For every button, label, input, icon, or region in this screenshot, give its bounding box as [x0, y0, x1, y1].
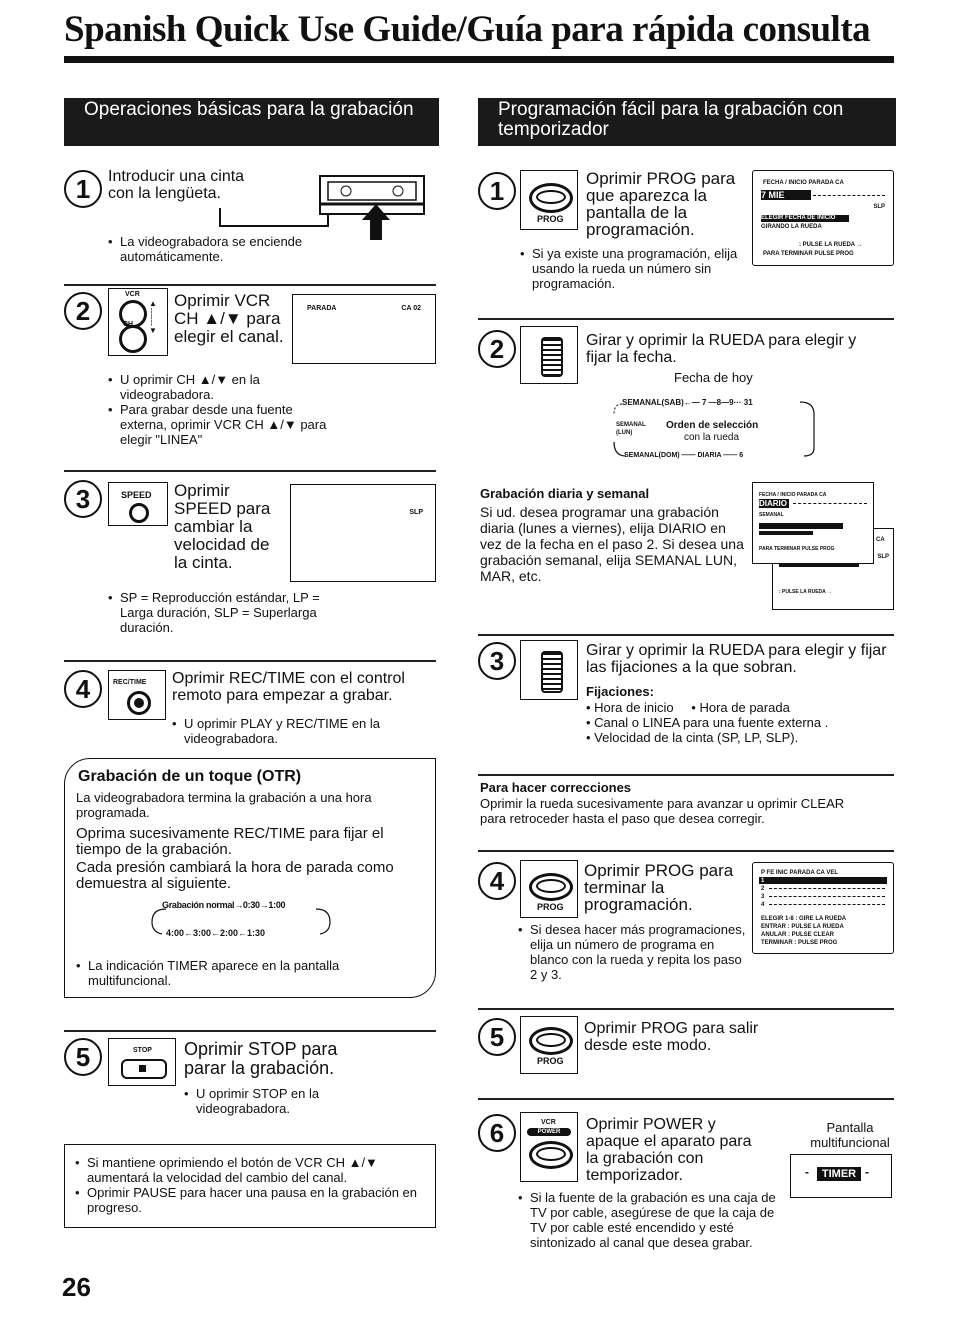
timer-indicator: TIMER [817, 1167, 861, 1181]
step-number: 5 [64, 1038, 102, 1076]
step-number: 6 [478, 1114, 516, 1152]
step-number: 4 [64, 670, 102, 708]
divider [478, 850, 894, 852]
bullet-item: • La videograbadora se enciende automáticamente. [108, 234, 318, 264]
step3-bullets [108, 590, 338, 635]
step-number: 3 [478, 642, 516, 680]
divider [478, 634, 894, 636]
pantalla-label: Pantalla multifuncional [810, 1120, 890, 1150]
step-number: 1 [478, 172, 516, 210]
step2-bullets [108, 372, 338, 447]
step4-text: Oprimir REC/TIME con el control remoto para empezar a grabar. [172, 670, 405, 704]
step5-bullets [184, 1086, 384, 1116]
fix-item: • Canal o LINEA para una fuente externa . [586, 715, 829, 730]
date-order-diagram: SEMANAL(SAB)←— 7 —8—9··· 31 SEMANAL (LUN) Orden de selección con la rueda SEMANAL(DOM) —— DIARIA —— 6 [610, 390, 830, 466]
otr-p3: Cada presión cambiará la hora de parada como demuestra al siguiente. [76, 859, 394, 892]
step-number: 2 [478, 330, 516, 368]
arrow-icon: ▲ ┆ ┆ ▼ [149, 299, 157, 335]
fix-item: • Velocidad de la cinta (SP, LP, SLP). [586, 730, 799, 745]
step-number: 4 [478, 862, 516, 900]
divider [478, 1098, 894, 1100]
step-number: 1 [64, 170, 102, 208]
bullet-item: • U oprimir STOP en la videograbadora. [184, 1086, 384, 1116]
bullet-item: • Para grabar desde una fuente externa, oprimir VCR CH ▲/▼ para elegir "LINEA" [108, 402, 338, 447]
bullet-item: • U oprimir CH ▲/▼ en la videograbadora. [108, 372, 338, 402]
step4-bullets [518, 922, 748, 982]
step1-bullets [108, 234, 318, 264]
corr-title: Para hacer correcciones [480, 780, 632, 795]
icon-label: CH [123, 321, 134, 328]
step1-text: Introducir una cinta con la lengüeta. [108, 168, 245, 202]
jog-wheel-icon [520, 640, 578, 700]
prog-button-icon: PROG [520, 170, 578, 230]
note-item: • Oprimir PAUSE para hacer una pausa en la grabación en progreso. [75, 1185, 425, 1215]
diaria-title: Grabación diaria y semanal [480, 486, 650, 501]
page-number: 26 [62, 1272, 91, 1302]
otr-p1: La videograbadora termina la grabación a una hora programada. [76, 790, 372, 820]
step6-bullets [518, 1190, 778, 1250]
divider [478, 318, 894, 320]
divider [64, 660, 436, 662]
display-screen: SLP [290, 484, 436, 582]
otr-cycle-diagram: Grabación normal→0:30→1:00 4:00←3:00←2:00←1:30 [148, 898, 338, 940]
note-item: • Si mantiene oprimiendo el botón de VCR CH ▲/▼ aumentará la velocidad del cambio del canal. [75, 1155, 425, 1185]
page-title: Spanish Quick Use Guide/Guía para rápida consulta [64, 9, 871, 50]
step3-text: Girar y oprimir la RUEDA para elegir y fijar las fijaciones a la que sobran. [586, 642, 887, 676]
divider [478, 1008, 894, 1010]
fecha-label: Fecha de hoy [674, 370, 753, 385]
fix-item: • Hora de inicio [586, 700, 674, 715]
step-number: 3 [64, 480, 102, 518]
notes-box [64, 1144, 436, 1228]
power-button-icon: VCR POWER [520, 1112, 578, 1182]
jog-wheel-icon [520, 326, 578, 384]
left-section-header: Operaciones básicas para la grabación [64, 98, 439, 146]
step1-text: Oprimir PROG para que aparezca la pantalla de la programación. [586, 169, 736, 239]
display-screen: FECHA / INICIO PARADA CA 7 MIE SLP ELEGIR FECHA DE INICIO GIRANDO LA RUEDA : PULSE LA RUEDA → PARA TERMINAR PULSE PROG [752, 170, 894, 266]
step-number: 5 [478, 1018, 516, 1056]
rec-time-button-icon: REC/TIME [108, 670, 166, 720]
right-section-header: Programación fácil para la grabación con temporizador [478, 98, 896, 146]
corr-text: Oprimir la rueda sucesivamente para avanzar u oprimir CLEAR para retroceder hasta el paso que desea corregir. [480, 796, 845, 826]
bullet-item: • U oprimir PLAY y REC/TIME en la videograbadora. [172, 716, 422, 746]
cassette-illustration [216, 168, 426, 244]
bullet-item: • Si ya existe una programación, elija usando la rueda un número sin programación. [520, 246, 750, 291]
bullet-item: • La indicación TIMER aparece en la pantalla multifuncional. [76, 958, 406, 988]
divider [64, 284, 436, 286]
step1-bullets [520, 246, 750, 291]
bullet-item: • Si desea hacer más programaciones, elija un número de programa en blanco con la rueda y repita los paso 2 y 3. [518, 922, 748, 982]
icon-label: VCR [125, 291, 140, 298]
step4-bullets [172, 716, 422, 746]
step6-text: Oprimir POWER y apaque el aparato para la grabación con temporizador. [586, 1116, 752, 1184]
step5-text: Oprimir STOP para parar la grabación. [184, 1039, 338, 1078]
prog-button-icon: PROG [520, 1016, 578, 1074]
divider [478, 774, 894, 776]
vcr-ch-button-icon [108, 288, 168, 356]
fix-title: Fijaciones: [586, 684, 654, 699]
bullet-item: • SP = Reproducción estándar, LP = Larga duración, SLP = Superlarga duración. [108, 590, 338, 635]
step-number: 2 [64, 292, 102, 330]
title-rule [64, 56, 894, 63]
step2-text: Girar y oprimir la RUEDA para elegir y fijar la fecha. [586, 332, 857, 366]
otr-title: Grabación de un toque (OTR) [78, 768, 302, 785]
step5-text: Oprimir PROG para salir desde este modo. [584, 1020, 759, 1054]
step4-text: Oprimir PROG para terminar la programación. [584, 861, 734, 914]
bullet-item: • Si la fuente de la grabación es una caja de TV por cable, asegúrese de que la caja de TV por cable esté encendido y esté sintonizado al canal que desea grabar. [518, 1190, 778, 1250]
display-screen: P FE INIC PARADA CA VEL 1 2 3 4 ELEGIR 1-8 : GIRE LA RUEDA ENTRAR : PULSE LA RUEDA ANULAR : PULSE CLEAR TERMINAR : PULSE PROG [752, 862, 894, 954]
fix-item: • Hora de parada [691, 700, 790, 715]
divider [64, 470, 436, 472]
prog-button-icon: PROG [520, 860, 578, 918]
step3-text: Oprimir SPEED para cambiar la velocidad de la cinta. [174, 481, 271, 572]
stop-button-icon: STOP [108, 1038, 176, 1086]
divider [64, 1030, 436, 1032]
diaria-text: Si ud. desea programar una grabación diaria (lunes a viernes), elija DIARIO en vez de la fecha en el paso 2. Si desea una grabación semanal, elija SEMANAL LUN, MAR, etc. [480, 504, 744, 584]
speed-button-icon: SPEED [108, 482, 168, 526]
fix-list [586, 700, 886, 745]
step2-text: Oprimir VCR CH ▲/▼ para elegir el canal. [174, 291, 284, 346]
diaria-screens: SLP : PULSE LA RUEDA → FECHA / INICIO PARADA CA DIARIO SEMANAL PARA TERMINAR PULSE PROG CA [752, 482, 896, 612]
display-screen: - TIMER - [790, 1154, 892, 1198]
otr-p2: Oprima sucesivamente REC/TIME para fijar el tiempo de la grabación. [76, 825, 384, 858]
display-screen: PARADA CA 02 [292, 294, 436, 364]
otr-bullets [76, 958, 406, 988]
